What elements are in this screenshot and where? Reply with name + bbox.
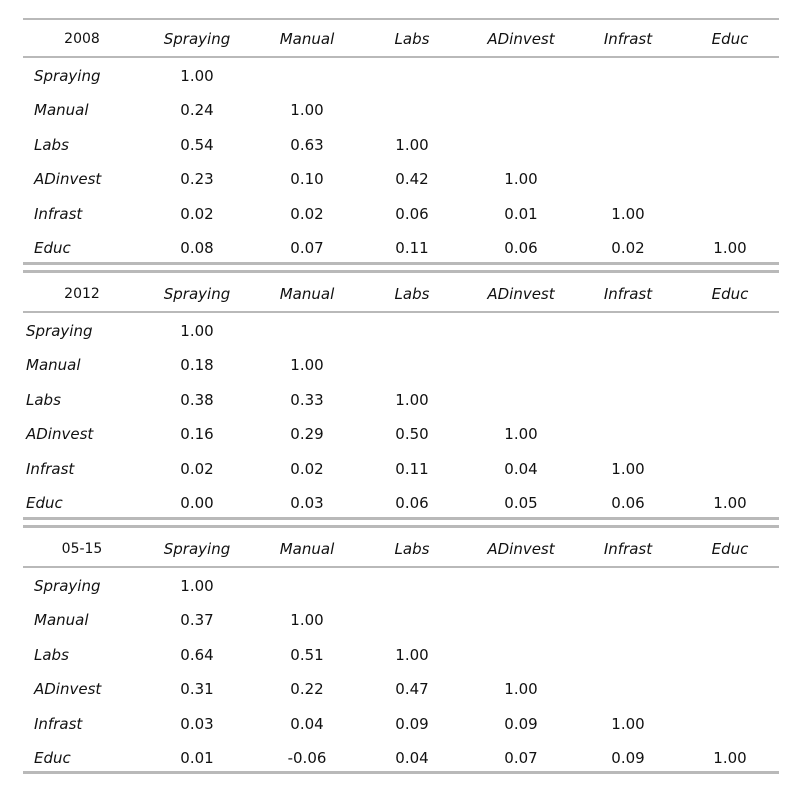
row-label: Manual [26,356,81,374]
table-row [23,573,779,599]
column-header: ADinvest [487,30,555,48]
table-row [23,676,779,702]
correlation-value: 0.16 [180,425,214,443]
correlation-value: 0.08 [180,239,214,257]
panel-year: 2008 [64,31,100,47]
panel-year: 2012 [64,286,100,302]
correlation-value: 0.42 [395,170,429,188]
header-rule [23,566,779,568]
column-header: Manual [279,30,335,48]
column-header: Infrast [603,540,653,558]
correlation-value: 0.22 [290,680,324,698]
column-header: Educ [711,30,749,48]
table-row [23,642,779,668]
row-label: Labs [26,391,61,409]
header-row [23,26,779,52]
row-label: ADinvest [34,680,102,698]
row-label: Infrast [26,460,75,478]
correlation-value: 0.50 [395,425,429,443]
correlation-value: 0.11 [395,460,429,478]
correlation-value: 0.06 [611,494,645,512]
correlation-value: 0.33 [290,391,324,409]
column-header: Educ [711,540,749,558]
separator-rule [23,270,779,273]
table-row [23,166,779,192]
table-row [23,97,779,123]
correlation-value: 1.00 [395,646,429,664]
correlation-value: 1.00 [395,391,429,409]
correlation-value: 0.47 [395,680,429,698]
correlation-value: 1.00 [290,356,324,374]
correlation-value: 1.00 [180,67,214,85]
column-header: Spraying [163,30,231,48]
bottom-rule [23,771,779,774]
row-label: Spraying [26,322,93,340]
correlation-value: 0.63 [290,136,324,154]
table-row [23,201,779,227]
table-row [23,421,779,447]
correlation-value: 0.00 [180,494,214,512]
column-header: Labs [394,540,430,558]
correlation-value: 0.24 [180,101,214,119]
column-header: Infrast [603,285,653,303]
correlation-value: 0.29 [290,425,324,443]
correlation-table [23,0,779,795]
header-rule [23,311,779,313]
row-label: Infrast [34,205,83,223]
table-row [23,607,779,633]
correlation-value: 0.18 [180,356,214,374]
column-header: Labs [394,30,430,48]
row-label: Educ [34,239,71,257]
correlation-value: 1.00 [611,205,645,223]
correlation-value: -0.06 [287,749,327,767]
correlation-value: 1.00 [504,425,538,443]
top-rule [23,18,779,20]
row-label: Spraying [34,577,101,595]
correlation-value: 1.00 [395,136,429,154]
header-row [23,536,779,562]
correlation-value: 0.51 [290,646,324,664]
correlation-value: 0.03 [180,715,214,733]
correlation-value: 1.00 [611,460,645,478]
correlation-value: 0.23 [180,170,214,188]
column-header: Educ [711,285,749,303]
row-label: Manual [34,611,89,629]
table-row [23,456,779,482]
header-rule [23,56,779,58]
table-row [23,387,779,413]
column-header: Spraying [163,540,231,558]
correlation-value: 0.06 [395,494,429,512]
correlation-value: 0.02 [180,205,214,223]
correlation-value: 0.54 [180,136,214,154]
correlation-value: 0.05 [504,494,538,512]
correlation-value: 0.04 [395,749,429,767]
correlation-value: 0.04 [504,460,538,478]
correlation-value: 0.06 [395,205,429,223]
correlation-value: 0.09 [611,749,645,767]
row-label: Educ [26,494,63,512]
header-row [23,281,779,307]
correlation-value: 1.00 [180,577,214,595]
table-row [23,745,779,771]
row-label: Manual [34,101,89,119]
table-row [23,318,779,344]
correlation-value: 0.31 [180,680,214,698]
correlation-value: 0.38 [180,391,214,409]
correlation-value: 0.02 [180,460,214,478]
correlation-value: 0.10 [290,170,324,188]
correlation-value: 0.02 [290,460,324,478]
correlation-value: 0.64 [180,646,214,664]
column-header: Infrast [603,30,653,48]
panel-year: 05-15 [61,541,103,557]
correlation-value: 0.03 [290,494,324,512]
table-row [23,132,779,158]
row-label: Labs [34,136,69,154]
correlation-value: 1.00 [713,749,747,767]
correlation-value: 0.07 [290,239,324,257]
correlation-value: 0.06 [504,239,538,257]
column-header: ADinvest [487,285,555,303]
correlation-value: 1.00 [290,101,324,119]
row-label: Educ [34,749,71,767]
column-header: Spraying [163,285,231,303]
correlation-value: 0.07 [504,749,538,767]
row-label: Spraying [34,67,101,85]
column-header: Manual [279,540,335,558]
correlation-value: 0.09 [504,715,538,733]
correlation-value: 0.37 [180,611,214,629]
correlation-value: 1.00 [180,322,214,340]
correlation-value: 1.00 [290,611,324,629]
table-row [23,235,779,261]
correlation-value: 0.11 [395,239,429,257]
correlation-value: 1.00 [713,494,747,512]
correlation-value: 0.01 [180,749,214,767]
correlation-value: 1.00 [504,680,538,698]
correlation-value: 1.00 [611,715,645,733]
correlation-value: 0.09 [395,715,429,733]
column-header: ADinvest [487,540,555,558]
table-row [23,352,779,378]
row-label: ADinvest [34,170,102,188]
row-label: ADinvest [26,425,94,443]
separator-rule [23,517,779,520]
row-label: Labs [34,646,69,664]
row-label: Infrast [34,715,83,733]
correlation-value: 0.02 [611,239,645,257]
column-header: Labs [394,285,430,303]
table-row [23,711,779,737]
table-row [23,490,779,516]
correlation-value: 0.01 [504,205,538,223]
correlation-value: 0.02 [290,205,324,223]
separator-rule [23,525,779,528]
correlation-value: 1.00 [713,239,747,257]
correlation-value: 0.04 [290,715,324,733]
column-header: Manual [279,285,335,303]
separator-rule [23,262,779,265]
correlation-value: 1.00 [504,170,538,188]
table-row [23,63,779,89]
